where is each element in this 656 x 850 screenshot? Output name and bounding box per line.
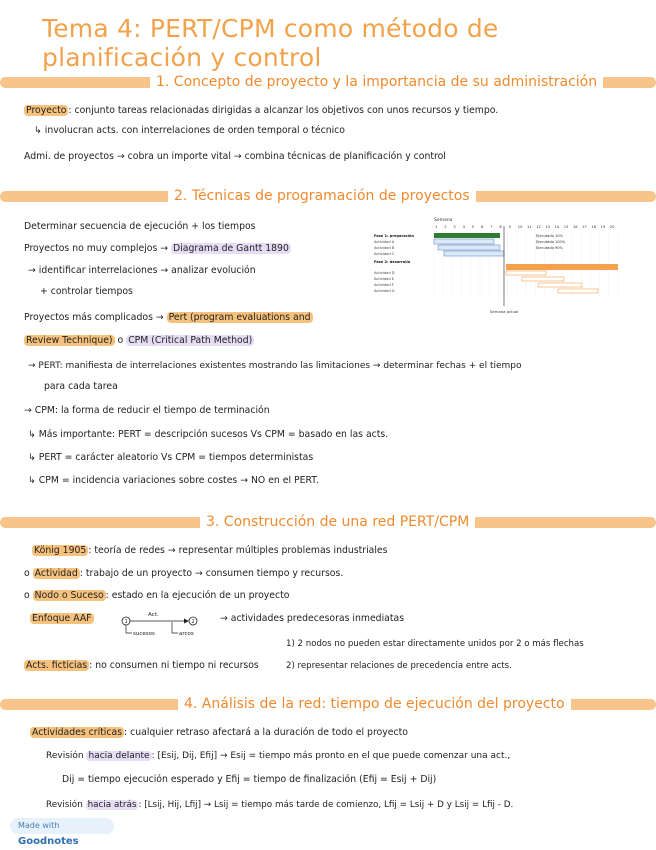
section-label: 1. Concepto de proyecto y la importancia de su administración [150,72,603,92]
s3-line-6 [24,659,259,673]
sucesos-label: sucesos [133,631,155,637]
text: : trabajo de un proyecto → consumen tiempo y recursos. [79,568,344,579]
s2-line-1: Determinar secuencia de ejecución + los tiempos [24,221,256,232]
term-nodo: Nodo o Suceso [34,590,104,601]
gantt-bar-c [444,251,504,256]
arc-arrow [184,619,189,624]
section-4-header [0,694,656,714]
node-1-label: 1 [124,619,128,625]
s2-line-11: ↳ PERT = carácter aleatorio Vs CPM = tiempos deterministas [28,452,314,463]
section-1-header [0,72,656,92]
term-hacia-atras: hacia atrás [87,800,137,810]
section-label: 3. Construcción de una red PERT/CPM [200,512,475,532]
section-label: 4. Análisis de la red: tiempo de ejecución del proyecto [178,694,571,714]
arcos-pointer [172,622,178,633]
text: : conjunto tareas relacionadas dirigidas a alcanzar los objetivos con unos recursos y tiempo. [68,105,499,116]
text: : [Esij, Dij, Efij] → Esij = tiempo más pronto en el que puede comenzar una act., [151,751,511,761]
section-2-header [0,186,656,206]
text: Revisión [46,800,86,810]
gantt-bar-phase1 [434,233,500,238]
gantt-week-6: 6 [481,225,484,229]
s2-line-3: → identificar interrelaciones → analizar evolución [28,265,256,276]
arcos-label: arcos [179,631,194,637]
node-2-label: 2 [191,619,195,625]
s2-line-6 [24,334,254,348]
text: : estado en la ejecución de un proyecto [105,590,290,601]
s3-line-2 [24,567,343,581]
s2-line-9: → CPM: la forma de reducir el tiempo de terminación [24,405,270,416]
gantt-week-1: 1 [435,225,438,229]
gantt-week-14: 14 [554,225,560,229]
gantt-week-20: 20 [609,225,615,229]
s2-line-12: ↳ CPM = incidencia variaciones sobre costes → NO en el PERT. [28,475,319,486]
text: : no consumen ni tiempo ni recursos [89,660,259,671]
gantt-header-label: Semana [434,218,453,223]
gantt-bar-d [506,271,546,275]
s2-line-10: ↳ Más importante: PERT = descripción sucesos Vs CPM = basado en las acts. [28,429,389,440]
gantt-bar-a [434,239,494,244]
gantt-note-2: Ejecutado 100% [536,240,566,244]
text: Proyectos más complicados → [24,312,167,323]
s1-line-1 [24,104,498,118]
term-enfoque: Enfoque AAF [32,613,92,624]
term-hacia-delante: hacia delante [88,751,150,761]
gantt-week-10: 10 [517,225,523,229]
s2-line-5 [24,311,313,325]
badge-brand: Goodnotes [18,836,79,847]
section-3-header [0,512,656,532]
text: o [24,568,33,579]
s4-line-1 [30,726,408,740]
gantt-week-5: 5 [471,225,475,229]
gantt-row-label: Actividad C [374,252,395,256]
gantt-week-12: 12 [536,225,541,229]
gantt-bar-phase2 [506,264,618,270]
s1-line-3: Admi. de proyectos → cobra un importe vital → combina técnicas de planificación y control [24,151,446,162]
goodnotes-badge [10,818,114,847]
s3-line-7: 2) representar relaciones de precedencia entre acts. [286,661,512,671]
sucesos-pointer [126,625,132,633]
gantt-week-19: 19 [600,225,606,229]
text: Revisión [46,751,87,761]
term-cpm: CPM (Critical Path Method) [128,335,253,346]
arc-label: Act. [148,612,159,618]
gantt-row-label: Actividad F [374,283,394,287]
s4-line-2 [46,749,510,763]
s3-line-1 [32,544,388,558]
gantt-row-label: Actividad D [374,271,395,275]
node-arc-diagram [118,608,214,642]
gantt-week-3: 3 [453,225,456,229]
text: : teoría de redes → representar múltiples problemas industriales [88,545,388,556]
text: : cualquier retraso afectará a la duración de todo el proyecto [124,727,408,738]
term-pert-cont: Review Technique) [26,335,113,346]
s1-line-2: ↳ involucran acts. con interrelaciones de orden temporal o técnico [34,125,345,136]
term-gantt: Diagrama de Gantt 1890 [173,243,289,254]
term-konig: König 1905 [34,545,87,556]
page-title: Tema 4: PERT/CPM como método de planificación y control [42,14,499,72]
gantt-week-labels [435,225,615,229]
gantt-week-15: 15 [563,225,569,229]
gantt-week-17: 17 [582,225,587,229]
gantt-week-9: 9 [508,225,511,229]
gantt-row-label: Actividad E [374,277,395,281]
gantt-chart-figure [372,214,620,322]
s2-line-4: + controlar tiempos [40,286,133,297]
section-label: 2. Técnicas de programación de proyectos [168,186,476,206]
s3-line-4 [30,612,94,626]
s4-line-3: Dij = tiempo ejecución esperado y Efij = tiempo de finalización (Efij = Esij + Dij) [62,774,437,785]
gantt-row-label: Actividad G [374,289,395,293]
gantt-bar-g [558,289,598,293]
gantt-week-7: 7 [490,225,493,229]
gantt-row-label: Actividad A [374,240,395,244]
gantt-today-label: Semana actual [490,309,519,314]
gantt-week-8: 8 [499,225,502,229]
badge-made-text: Made with [18,821,60,830]
term-proyecto: Proyecto [26,105,67,116]
s3-line-3 [24,589,289,603]
gantt-row-label: Fase 2: desarrollo [374,260,411,264]
text: o [24,590,33,601]
term-criticas: Actividades críticas [32,727,123,738]
gantt-note-3: Ejecutado 90% [536,246,563,250]
gantt-week-11: 11 [527,225,532,229]
gantt-note-1: Ejecutado 10% [536,234,563,238]
text: Proyectos no muy complejos → [24,243,172,254]
gantt-row-label: Fase 1: preparación [374,234,415,238]
gantt-row-label: Actividad B [374,246,395,250]
text: : [Lsij, Hij, Lfij] → Lsij = tiempo más tarde de comienzo, Lfij = Lsij + D y Lsij = Lfij - D. [138,800,514,810]
s2-line-8: para cada tarea [44,381,118,392]
s2-line-2 [24,242,291,256]
term-pert: Pert (program evaluations and [168,312,311,323]
text: o [114,335,127,346]
term-actividad: Actividad [34,568,78,579]
gantt-row-labels [374,234,414,293]
term-ficticias: Acts. ficticias [26,660,88,671]
s4-line-4 [46,798,513,812]
s2-line-7: → PERT: manifiesta de interrelaciones existentes mostrando las limitaciones → determinar fechas + el tiempo [28,361,522,371]
gantt-week-18: 18 [591,225,596,229]
s3-line-4b: → actividades predecesoras inmediatas [220,613,405,624]
gantt-week-13: 13 [545,225,550,229]
gantt-bar-f [538,283,582,287]
gantt-week-16: 16 [573,225,578,229]
gantt-week-2: 2 [444,225,447,229]
gantt-week-4: 4 [462,225,465,229]
gantt-bar-e [522,277,564,281]
gantt-bar-b [438,245,500,250]
s3-line-5: 1) 2 nodos no pueden estar directamente unidos por 2 o más flechas [286,639,584,649]
